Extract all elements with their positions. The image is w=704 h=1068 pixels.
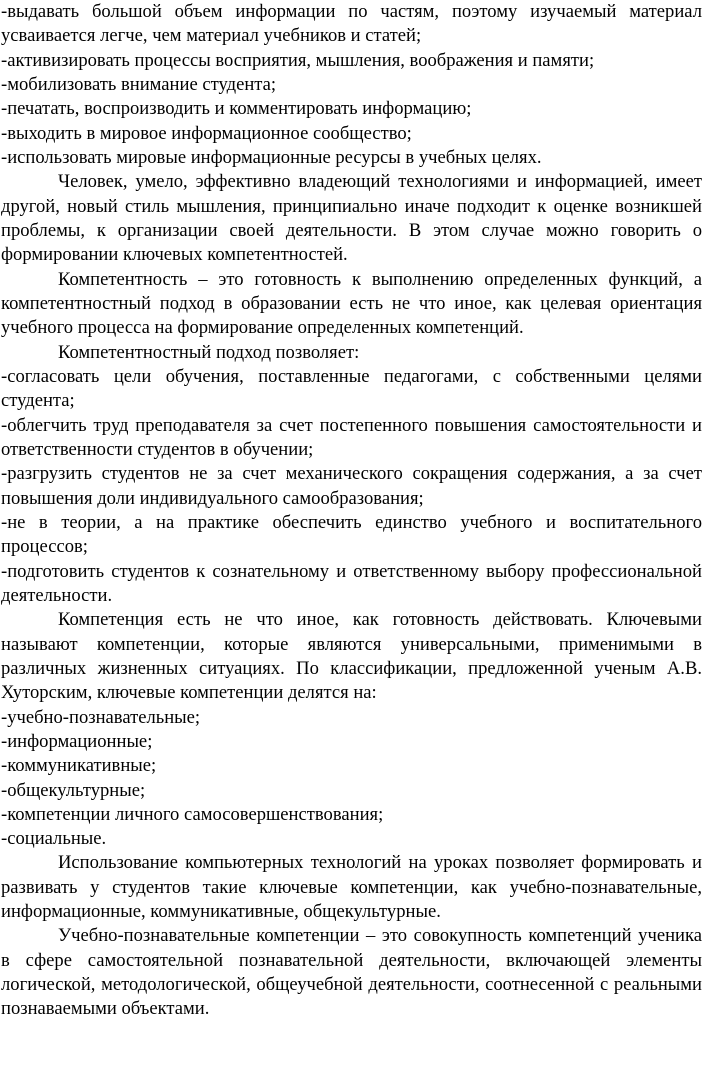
paragraph-key-competencies: Компетенция есть не что иное, как готовность действовать. Ключевыми называют компетенции, которые являются универсальными, применимыми в различных жизненных ситуациях. По классификации, предложенной ученым А.В. Хуторским, ключевые компетенции делятся на:: [1, 609, 702, 704]
list-item: -выдавать большой объем информации по частям, поэтому изучаемый материал усваивается легче, чем материал учебников и статей;: [1, 1, 702, 47]
list-item: -общекультурные;: [1, 779, 146, 801]
list-item: -выходить в мировое информационное сообщество;: [1, 122, 412, 144]
paragraph-computer-technologies: Использование компьютерных технологий на уроках позволяет формировать и развивать у студентов такие ключевые компетенции, как учебно-познавательные, информационные, коммуникативные, общекультурные.: [1, 852, 702, 923]
list-item: -информационные;: [1, 730, 153, 752]
paragraph-person: Человек, умело, эффективно владеющий технологиями и информацией, имеет другой, новый стиль мышления, принципиально иначе подходит к оценке возникшей проблемы, к организации своей деятельности. В этом случае можно говорить о формировании ключевых компетентностей.: [1, 171, 702, 266]
list-item: -учебно-познавательные;: [1, 706, 201, 728]
list-item: -печатать, воспроизводить и комментировать информацию;: [1, 98, 472, 120]
list-item: -не в теории, а на практике обеспечить единство учебного и воспитательного процессов;: [1, 511, 702, 558]
paragraph-competence: Компетентность – это готовность к выполнению определенных функций, а компетентностный подход в образовании есть не что иное, как целевая ориентация учебного процесса на формирование определенных компетенций.: [1, 268, 702, 339]
list-item: -разгрузить студентов не за счет механического сокращения содержания, а за счет повышения доли индивидуального самообразования;: [1, 463, 702, 509]
list-item: -согласовать цели обучения, поставленные педагогами, с собственными целями студента;: [1, 365, 702, 412]
list-item: -подготовить студентов к сознательному и ответственному выбору профессиональной деятельности.: [1, 560, 702, 606]
list-item: -облегчить труд преподавателя за счет постепенного повышения самостоятельности и ответственности студентов в обучении;: [1, 414, 702, 460]
list-item: -активизировать процессы восприятия, мышления, воображения и памяти;: [1, 49, 595, 71]
list-item: -коммуникативные;: [1, 755, 157, 777]
approach-heading: Компетентностный подход позволяет:: [58, 341, 360, 363]
paragraph-learning-competencies: Учебно-познавательные компетенции – это совокупность компетенций ученика в сфере самостоятельной познавательной деятельности, включающей элементы логической, методологической, общеучебной деятельности, соотнесенной с реальными познаваемыми объектами.: [1, 925, 702, 1020]
list-item: -использовать мировые информационные ресурсы в учебных целях.: [1, 146, 542, 168]
list-item: -компетенции личного самосовершенствования;: [1, 803, 384, 825]
list-item: -мобилизовать внимание студента;: [1, 73, 277, 95]
list-item: -социальные.: [1, 828, 107, 850]
